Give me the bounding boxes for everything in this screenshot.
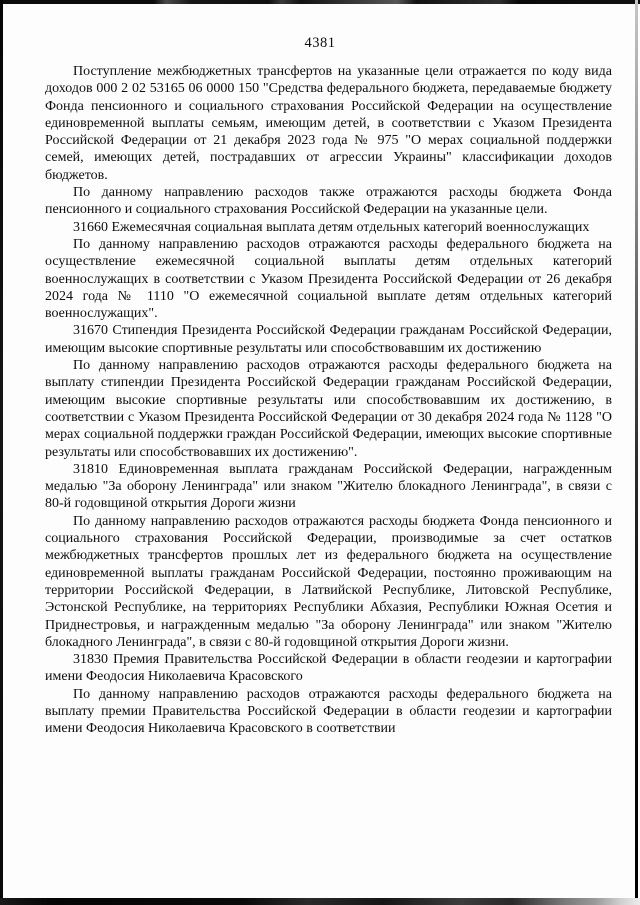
scan-artifact-bottom-edge xyxy=(0,898,640,905)
paragraph-heading-31810: 31810 Единовременная выплата гражданам Российской Федерации, награжденным медалью "За оборону Ленинграда" или знаком "Жителю блокадного Ленинграда", в связи с 80-й годовщиной открытия Дороги жизни xyxy=(45,461,612,512)
document-body xyxy=(45,63,612,738)
paragraph-fund-expenses: По данному направлению расходов также отражаются расходы бюджета Фонда пенсионного и социального страхования Российской Федерации на указанные цели. xyxy=(45,185,612,218)
paragraph-transfer-income: Поступление межбюджетных трансфертов на указанные цели отражается по коду вида доходов 000 2 02 53165 06 0000 150 "Средства федерального бюджета, передаваемые бюджету Фонда пенсионного и социального страхования Российской Федерации на осуществление единовременной выплаты семьям, имеющим детей, в соответствии с Указом Президента Российской Федерации от 21 декабря 2023 года № 975 "О мерах социальной поддержки семей, имеющих детей, пострадавших от агрессии Украины" классификации доходов бюджетов. xyxy=(45,64,612,183)
paragraph-heading-31660: 31660 Ежемесячная социальная выплата детям отдельных категорий военнослужащих xyxy=(73,219,590,235)
paragraph-31670-description: По данному направлению расходов отражаются расходы федерального бюджета на выплату стипендии Президента Российской Федерации гражданам Российской Федерации, имеющим высокие спортивные результаты или способствовавшим их достижению, в соответствии с Указом Президента Российской Федерации от 30 декабря 2024 года № 1128 "О мерах социальной поддержки граждан Российской Федерации, имеющих высокие спортивные результаты или способствовавших их достижению". xyxy=(45,358,612,460)
paragraph-31660-description: По данному направлению расходов отражаются расходы федерального бюджета на осуществление ежемесячной социальной выплаты детям отдельных категорий военнослужащих в соответствии с Указом Президента Российской Федерации от 26 декабря 2024 года № 1110 "О ежемесячной социальной выплате детям отдельных категорий военнослужащих". xyxy=(45,236,612,322)
scan-artifact-left-edge xyxy=(0,0,3,905)
scan-artifact-top-edge xyxy=(0,0,640,4)
paragraph-31830-description: По данному направлению расходов отражаются расходы федерального бюджета на выплату премии Правительства Российской Федерации в области геодезии и картографии имени Феодосия Николаевича Красовского в соответствии xyxy=(45,686,612,737)
paragraph-31810-description: По данному направлению расходов отражаются расходы бюджета Фонда пенсионного и социального страхования Российской Федерации, производимые за счет остатков межбюджетных трансфертов прошлых лет из федерального бюджета на осуществление единовременной выплаты гражданам Российской Федерации, постоянно проживающим на территории Российской Федерации, в Латвийской Республике, Литовской Республике, Эстонской Республике, на территориях Республики Абхазия, Республики Южная Осетия и Приднестровья, и награжденным медалью "За оборону Ленинграда" или знаком "Жителю блокадного Ленинграда", в связи с 80-й годовщиной открытия Дороги жизни. xyxy=(45,513,612,650)
paragraph-heading-31670: 31670 Стипендия Президента Российской Федерации гражданам Российской Федерации, имеющим высокие спортивные результаты или способствовавшим их достижению xyxy=(45,323,612,356)
scan-artifact-right-edge xyxy=(635,0,638,905)
paragraph-heading-31830: 31830 Премия Правительства Российской Федерации в области геодезии и картографии имени Феодосия Николаевича Красовского xyxy=(45,652,612,685)
page-number: 4381 xyxy=(304,35,336,51)
